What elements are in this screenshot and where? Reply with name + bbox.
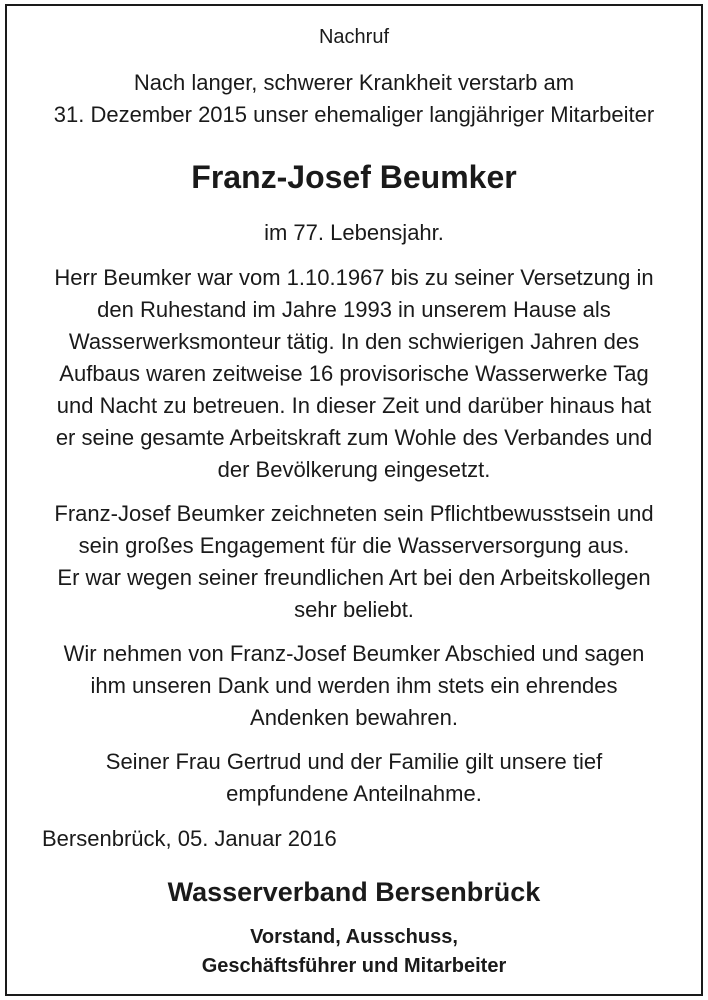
paragraph-line: Wir nehmen von Franz-Josef Beumker Abschied und sagen <box>63 641 645 666</box>
signatory-line: Vorstand, Ausschuss, <box>250 926 458 948</box>
paragraph-line: Franz-Josef Beumker zeichneten sein Pflichtbewusstsein und <box>54 501 654 526</box>
organization-name: Wasserverband Bersenbrück <box>167 877 541 907</box>
paragraph-line: Herr Beumker war vom 1.10.1967 bis zu seiner Versetzung in <box>54 265 654 290</box>
paragraph-line: den Ruhestand im Jahre 1993 in unserem Hause als <box>97 297 611 322</box>
paragraph-line: Andenken bewahren. <box>250 705 458 730</box>
paragraph-line: ihm unseren Dank und werden ihm stets ein ehrendes <box>90 673 618 698</box>
intro-line: Nach langer, schwerer Krankheit verstarb am <box>133 70 575 95</box>
signatory-line: Geschäftsführer und Mitarbeiter <box>201 955 507 977</box>
paragraph-line: Er war wegen seiner freundlichen Art bei den Arbeitskollegen <box>57 565 651 590</box>
deceased-name: Franz-Josef Beumker <box>191 159 517 195</box>
paragraph-line: sehr beliebt. <box>294 597 414 622</box>
place-date: Bersenbrück, 05. Januar 2016 <box>42 826 337 851</box>
paragraph-line: empfundene Anteilnahme. <box>226 781 482 806</box>
paragraph-line: sein großes Engagement für die Wasserversorgung aus. <box>78 533 630 558</box>
paragraph-line: der Bevölkerung eingesetzt. <box>217 457 491 482</box>
paragraph-line: er seine gesamte Arbeitskraft zum Wohle des Verbandes und <box>55 425 653 450</box>
notice-heading: Nachruf <box>318 26 390 48</box>
paragraph-line: Wasserwerksmonteur tätig. In den schwierigen Jahren des <box>68 329 640 354</box>
intro-line: 31. Dezember 2015 unser ehemaliger langjähriger Mitarbeiter <box>53 102 655 127</box>
paragraph-line: und Nacht zu betreuen. In dieser Zeit und darüber hinaus hat <box>56 393 652 418</box>
paragraph-line: Seiner Frau Gertrud und der Familie gilt unsere tief <box>105 749 603 774</box>
age-line: im 77. Lebensjahr. <box>264 220 444 245</box>
paragraph-line: Aufbaus waren zeitweise 16 provisorische Wasserwerke Tag <box>59 361 649 386</box>
